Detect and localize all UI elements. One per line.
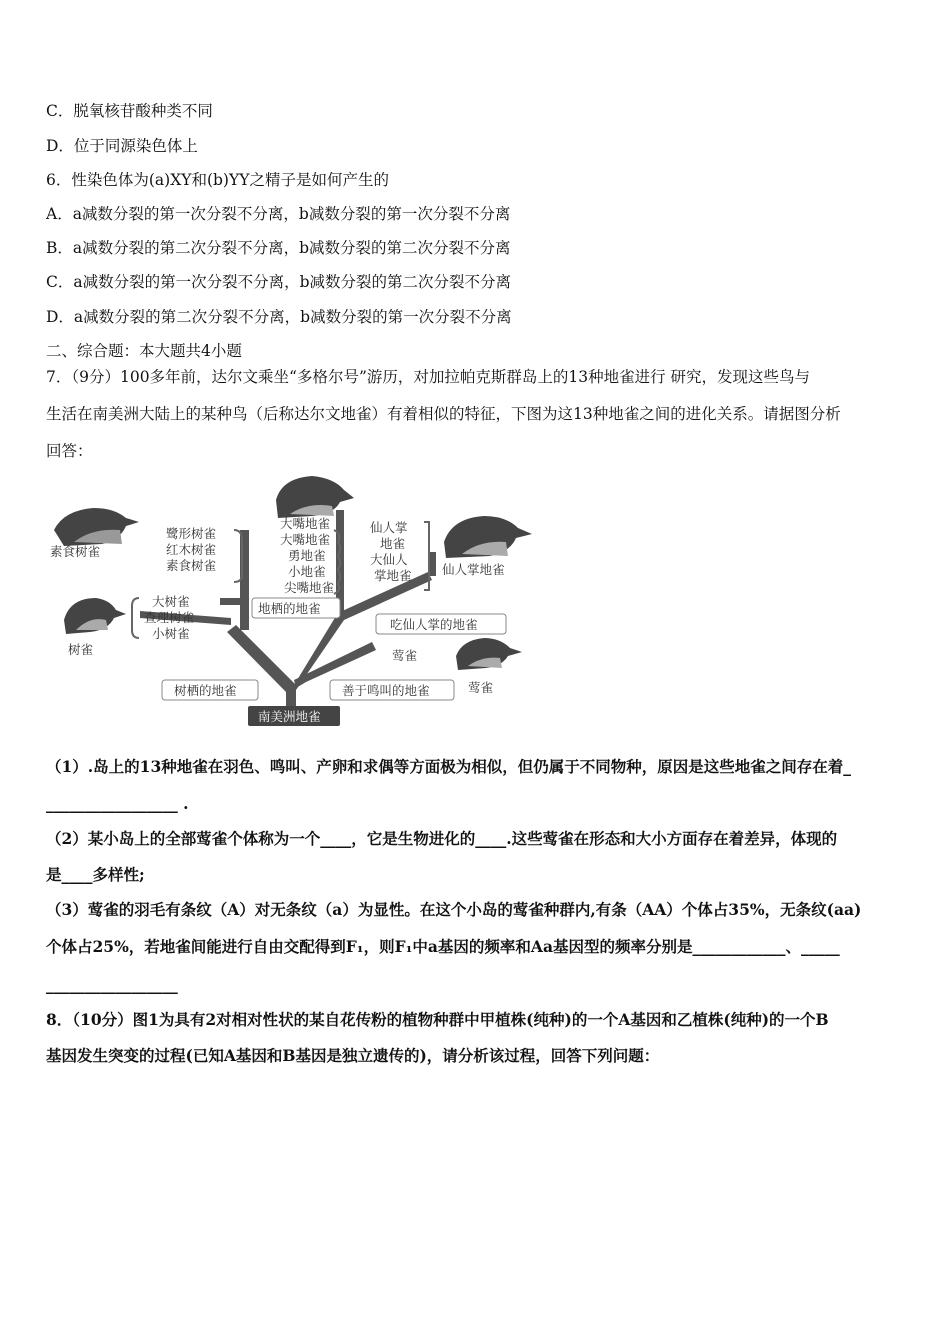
sub-question-2-line1: （2）某小岛上的全部莺雀个体称为一个____，它是生物进化的____.这些莺雀在形态和大小方面存在着差异，体现的 <box>46 829 838 848</box>
label-cactus-finch: 仙人掌地雀 <box>442 562 505 577</box>
group1-item: 素食树雀 <box>166 558 217 573</box>
branch-tree-finch: 树栖的地雀 <box>174 683 237 698</box>
option-c-q6: C．a减数分裂的第一次分裂不分离，b减数分裂的第二次分裂不分离 <box>46 273 512 291</box>
group1-item: 红木树雀 <box>166 542 217 557</box>
root-south-american-finch: 南美洲地雀 <box>258 709 321 724</box>
group4-item: 大仙人 <box>370 552 408 567</box>
sub-question-2-line2: 是____多样性; <box>46 865 145 884</box>
sub-question-3-line1: （3）莺雀的羽毛有条纹（A）对无条纹（a）为显性。在这个小岛的莺雀种群内,有条（AA）个体占35%，无条纹(aa) <box>46 900 862 919</box>
group2-item: 大树雀 <box>152 594 190 609</box>
question-8-line2: 基因发生突变的过程(已知A基因和B基因是独立遗传的)，请分析该过程，回答下列问题： <box>46 1046 660 1065</box>
option-d-q6: D．a减数分裂的第二次分裂不分离，b减数分裂的第一次分裂不分离 <box>46 308 512 326</box>
section-heading: 二、综合题：本大题共4小题 <box>46 342 242 360</box>
label-warbler-2: 莺雀 <box>468 680 494 695</box>
group3-item: 尖嘴地雀 <box>284 580 335 595</box>
sub-question-3-line3: _________________ <box>46 975 178 994</box>
question-7-line2: 生活在南美洲大陆上的某种鸟（后称达尔文地雀）有着相似的特征，下图为这13种地雀之间的进化关系。请据图分析 <box>46 405 841 423</box>
finch-evolution-tree <box>44 470 544 730</box>
group1-item: 鹭形树雀 <box>166 526 217 541</box>
question-8-line1: 8．（10分）图1为具有2对相对性状的某自花传粉的植物种群中甲植株(纯种)的一个A基因和乙植株(纯种)的一个B <box>46 1010 829 1029</box>
group3-item: 勇地雀 <box>288 548 326 563</box>
sub-question-1-line1: （1）.岛上的13种地雀在羽色、鸣叫、产卵和求偶等方面极为相似，但仍属于不同物种，原因是这些地雀之间存在着_ <box>46 757 852 776</box>
branch-song-finch: 善于鸣叫的地雀 <box>342 683 430 698</box>
sub-question-1-line2: _________________ . <box>46 794 189 813</box>
option-d-q5: D．位于同源染色体上 <box>46 137 198 155</box>
question-7-line1: 7．（9分）100多年前，达尔文乘坐“多格尔号”游历，对加拉帕克斯群岛上的13种地雀进行 研究，发现这些鸟与 <box>46 368 811 386</box>
group4-item: 掌地雀 <box>374 568 412 583</box>
group4-item: 地雀 <box>380 536 406 551</box>
branch-cactus-finch: 吃仙人掌的地雀 <box>390 617 478 632</box>
group2-item: 查理树雀 <box>144 610 195 625</box>
bird-head-icon <box>54 508 139 546</box>
bird-head-icon <box>444 516 532 558</box>
option-c-q5: C．脱氧核苷酸种类不同 <box>46 102 213 120</box>
group4-item: 仙人掌 <box>370 520 408 535</box>
label-tree-finch: 树雀 <box>68 642 94 657</box>
bird-head-icon <box>64 598 126 634</box>
bird-head-icon <box>456 638 522 670</box>
label-warbler: 莺雀 <box>392 648 418 663</box>
option-a-q6: A．a减数分裂的第一次分裂不分离，b减数分裂的第一次分裂不分离 <box>46 205 511 223</box>
branch-ground-finch: 地栖的地雀 <box>258 601 321 616</box>
group2-item: 小树雀 <box>152 626 190 641</box>
group3-item: 大嘴地雀 <box>280 516 331 531</box>
group3-item: 小地雀 <box>288 564 326 579</box>
question-7-line3: 回答： <box>46 442 93 460</box>
group3-item: 大嘴地雀 <box>280 532 331 547</box>
label-veg-finch: 素食树雀 <box>50 544 101 559</box>
option-b-q6: B．a减数分裂的第二次分裂不分离，b减数分裂的第二次分裂不分离 <box>46 239 511 257</box>
question-6: 6．性染色体为(a)XY和(b)YY之精子是如何产生的 <box>46 171 389 189</box>
sub-question-3-line2: 个体占25%，若地雀间能进行自由交配得到F₁，则F₁中a基因的频率和Aa基因型的频率分别是____________、_____ <box>46 937 840 956</box>
